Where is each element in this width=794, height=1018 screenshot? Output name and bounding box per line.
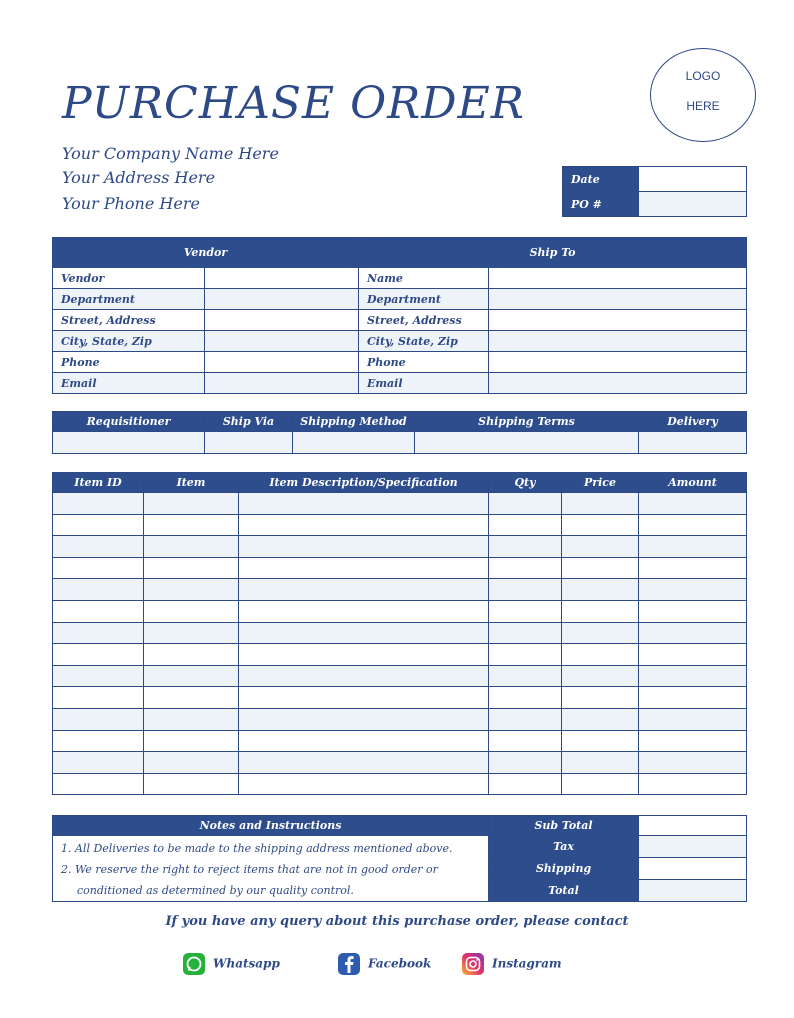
shipping-header: Shipping Method <box>293 412 415 432</box>
items-header: Amount <box>639 473 747 493</box>
notes-line-1: 1. All Deliveries to be made to the shipping address mentioned above. <box>61 842 453 855</box>
amount-cell[interactable] <box>639 773 747 795</box>
item-id-cell[interactable] <box>53 557 144 579</box>
amount-cell[interactable] <box>639 557 747 579</box>
instagram-label: Instagram <box>492 956 562 971</box>
qty-cell[interactable] <box>489 600 562 622</box>
qty-cell[interactable] <box>489 557 562 579</box>
total-field[interactable] <box>639 880 747 902</box>
ship-to-label: Email <box>359 373 489 394</box>
items-body <box>53 493 747 795</box>
amount-cell[interactable] <box>639 644 747 666</box>
ship-to-field[interactable] <box>489 352 747 373</box>
item-description-cell[interactable] <box>239 708 489 730</box>
price-cell[interactable] <box>562 600 639 622</box>
table-row <box>53 687 747 709</box>
notes-line-3: conditioned as determined by our quality control. <box>77 884 354 897</box>
item-id-cell[interactable] <box>53 687 144 709</box>
amount-cell[interactable] <box>639 665 747 687</box>
ship-to-field[interactable] <box>489 289 747 310</box>
item-cell[interactable] <box>144 493 239 515</box>
item-description-cell[interactable] <box>239 752 489 774</box>
vendor-shipto-table <box>52 237 747 394</box>
shipping-header: Requisitioner <box>53 412 205 432</box>
items-table <box>52 472 747 795</box>
vendor-field[interactable] <box>205 331 359 352</box>
item-description-cell[interactable] <box>239 536 489 558</box>
shipping-cost-field[interactable] <box>639 858 747 880</box>
subtotal-label: Sub Total <box>489 816 639 836</box>
amount-cell[interactable] <box>639 493 747 515</box>
table-row <box>53 514 747 536</box>
qty-cell[interactable] <box>489 493 562 515</box>
table-row <box>53 644 747 666</box>
vendor-field[interactable] <box>205 310 359 331</box>
vendor-label: Email <box>53 373 205 394</box>
price-cell[interactable] <box>562 557 639 579</box>
table-row <box>53 557 747 579</box>
facebook-icon <box>338 953 360 975</box>
item-id-cell[interactable] <box>53 730 144 752</box>
item-cell[interactable] <box>144 536 239 558</box>
item-cell[interactable] <box>144 600 239 622</box>
whatsapp-contact[interactable] <box>183 953 280 975</box>
amount-cell[interactable] <box>639 514 747 536</box>
item-cell[interactable] <box>144 773 239 795</box>
item-description-cell[interactable] <box>239 600 489 622</box>
item-cell[interactable] <box>144 687 239 709</box>
item-id-cell[interactable] <box>53 493 144 515</box>
vendor-header: Vendor <box>53 238 359 268</box>
items-header: Item Description/Specification <box>239 473 489 493</box>
table-row <box>53 622 747 644</box>
price-cell[interactable] <box>562 644 639 666</box>
item-id-cell[interactable] <box>53 644 144 666</box>
amount-cell[interactable] <box>639 752 747 774</box>
item-description-cell[interactable] <box>239 730 489 752</box>
price-cell[interactable] <box>562 665 639 687</box>
price-cell[interactable] <box>562 773 639 795</box>
qty-cell[interactable] <box>489 644 562 666</box>
item-description-cell[interactable] <box>239 644 489 666</box>
logo-text-line1: LOGO <box>685 69 721 83</box>
table-row <box>53 665 747 687</box>
qty-cell[interactable] <box>489 514 562 536</box>
price-cell[interactable] <box>562 536 639 558</box>
instagram-icon <box>462 953 484 975</box>
notes-line-2: 2. We reserve the right to reject items that are not in good order or <box>61 863 438 876</box>
item-cell[interactable] <box>144 752 239 774</box>
price-cell[interactable] <box>562 579 639 601</box>
item-id-cell[interactable] <box>53 600 144 622</box>
shipping-header: Ship Via <box>205 412 293 432</box>
po-field[interactable] <box>639 192 747 217</box>
price-cell[interactable] <box>562 708 639 730</box>
ship-to-label: City, State, Zip <box>359 331 489 352</box>
item-description-cell[interactable] <box>239 622 489 644</box>
company-address: Your Address Here <box>62 168 216 187</box>
table-row <box>53 752 747 774</box>
item-description-cell[interactable] <box>239 687 489 709</box>
price-cell[interactable] <box>562 622 639 644</box>
company-phone: Your Phone Here <box>62 194 200 213</box>
item-cell[interactable] <box>144 514 239 536</box>
vendor-label: Phone <box>53 352 205 373</box>
items-header: Qty <box>489 473 562 493</box>
date-field[interactable] <box>639 167 747 192</box>
amount-cell[interactable] <box>639 730 747 752</box>
requisitioner-field[interactable] <box>53 432 205 454</box>
table-row <box>53 730 747 752</box>
vendor-field[interactable] <box>205 289 359 310</box>
qty-cell[interactable] <box>489 708 562 730</box>
price-cell[interactable] <box>562 687 639 709</box>
vendor-label: Vendor <box>53 268 205 289</box>
contact-query-text: If you have any query about this purchase order, please contact <box>165 914 629 929</box>
ship-to-label: Department <box>359 289 489 310</box>
ship-to-label: Phone <box>359 352 489 373</box>
item-id-cell[interactable] <box>53 622 144 644</box>
qty-cell[interactable] <box>489 773 562 795</box>
ship-to-header: Ship To <box>359 238 747 268</box>
whatsapp-label: Whatsapp <box>213 956 280 971</box>
qty-cell[interactable] <box>489 665 562 687</box>
vendor-label: Department <box>53 289 205 310</box>
item-id-cell[interactable] <box>53 514 144 536</box>
qty-cell[interactable] <box>489 622 562 644</box>
qty-cell[interactable] <box>489 536 562 558</box>
item-id-cell[interactable] <box>53 536 144 558</box>
vendor-field[interactable] <box>205 373 359 394</box>
table-row <box>53 773 747 795</box>
shipping-header: Shipping Terms <box>415 412 639 432</box>
ship-to-field[interactable] <box>489 310 747 331</box>
delivery-field[interactable] <box>639 432 747 454</box>
po-label: PO # <box>563 192 639 217</box>
notes-body <box>53 836 489 902</box>
facebook-contact[interactable] <box>338 953 431 975</box>
qty-cell[interactable] <box>489 730 562 752</box>
shipping-header: Delivery <box>639 412 747 432</box>
item-cell[interactable] <box>144 579 239 601</box>
notes-header: Notes and Instructions <box>53 816 489 836</box>
vendor-field[interactable] <box>205 352 359 373</box>
total-label: Total <box>489 880 639 902</box>
table-row <box>53 536 747 558</box>
company-name: Your Company Name Here <box>62 144 279 163</box>
table-row <box>53 600 747 622</box>
amount-cell[interactable] <box>639 622 747 644</box>
amount-cell[interactable] <box>639 600 747 622</box>
item-description-cell[interactable] <box>239 579 489 601</box>
logo-placeholder <box>650 48 756 142</box>
logo-text-line2: HERE <box>686 99 720 113</box>
table-row <box>53 579 747 601</box>
items-header: Item <box>144 473 239 493</box>
price-cell[interactable] <box>562 514 639 536</box>
ship-to-field[interactable] <box>489 331 747 352</box>
ship-to-label: Street, Address <box>359 310 489 331</box>
tax-field[interactable] <box>639 836 747 858</box>
amount-cell[interactable] <box>639 579 747 601</box>
price-cell[interactable] <box>562 730 639 752</box>
subtotal-field[interactable] <box>639 816 747 836</box>
item-description-cell[interactable] <box>239 773 489 795</box>
price-cell[interactable] <box>562 752 639 774</box>
vendor-field[interactable] <box>205 268 359 289</box>
amount-cell[interactable] <box>639 687 747 709</box>
shipping-terms-field[interactable] <box>415 432 639 454</box>
instagram-contact[interactable] <box>462 953 562 975</box>
items-header: Item ID <box>53 473 144 493</box>
date-label: Date <box>563 167 639 192</box>
item-cell[interactable] <box>144 665 239 687</box>
items-header: Price <box>562 473 639 493</box>
page-title: PURCHASE ORDER <box>62 78 525 129</box>
item-id-cell[interactable] <box>53 665 144 687</box>
item-id-cell[interactable] <box>53 579 144 601</box>
shipping-table <box>52 411 747 454</box>
ship-to-field[interactable] <box>489 373 747 394</box>
item-description-cell[interactable] <box>239 557 489 579</box>
item-cell[interactable] <box>144 622 239 644</box>
shipping-method-field[interactable] <box>293 432 415 454</box>
qty-cell[interactable] <box>489 752 562 774</box>
table-row <box>53 493 747 515</box>
ship-to-label: Name <box>359 268 489 289</box>
ship-via-field[interactable] <box>205 432 293 454</box>
item-cell[interactable] <box>144 708 239 730</box>
item-description-cell[interactable] <box>239 514 489 536</box>
item-cell[interactable] <box>144 557 239 579</box>
shipping-label: Shipping <box>489 858 639 880</box>
item-cell[interactable] <box>144 730 239 752</box>
amount-cell[interactable] <box>639 536 747 558</box>
notes-totals-table <box>52 815 747 902</box>
item-cell[interactable] <box>144 644 239 666</box>
item-id-cell[interactable] <box>53 773 144 795</box>
item-description-cell[interactable] <box>239 493 489 515</box>
date-po-table <box>562 166 747 217</box>
tax-label: Tax <box>489 836 639 858</box>
ship-to-field[interactable] <box>489 268 747 289</box>
item-id-cell[interactable] <box>53 708 144 730</box>
facebook-label: Facebook <box>368 956 432 971</box>
vendor-label: City, State, Zip <box>53 331 205 352</box>
item-description-cell[interactable] <box>239 665 489 687</box>
qty-cell[interactable] <box>489 687 562 709</box>
item-id-cell[interactable] <box>53 752 144 774</box>
amount-cell[interactable] <box>639 708 747 730</box>
price-cell[interactable] <box>562 493 639 515</box>
qty-cell[interactable] <box>489 579 562 601</box>
vendor-label: Street, Address <box>53 310 205 331</box>
whatsapp-icon <box>183 953 205 975</box>
table-row <box>53 708 747 730</box>
